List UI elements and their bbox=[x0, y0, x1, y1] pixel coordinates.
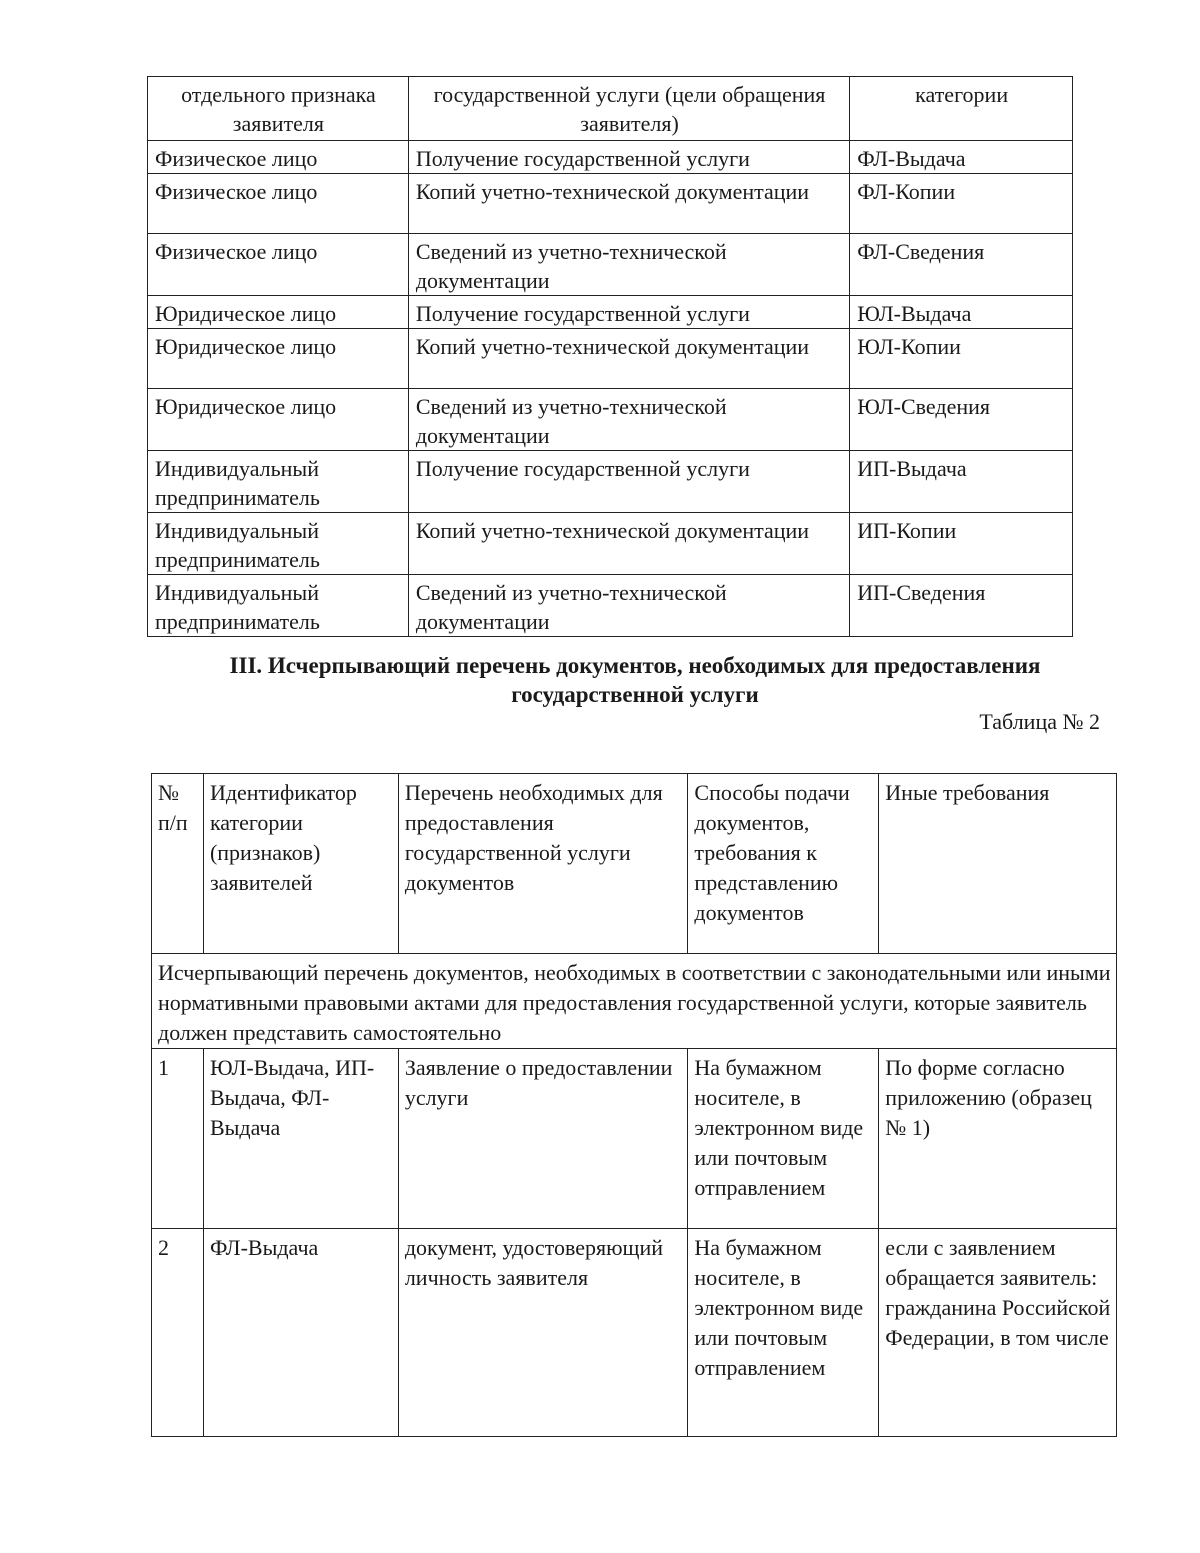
table-cell: Получение государственной услуги bbox=[408, 296, 849, 329]
table-row bbox=[148, 234, 1073, 296]
table-row bbox=[148, 174, 1073, 234]
table-cell: ИП-Выдача bbox=[850, 451, 1073, 513]
table-cell: Копий учетно-технической документации bbox=[408, 513, 849, 575]
table-cell: документ, удостоверяющий личность заявителя bbox=[398, 1229, 688, 1437]
table-caption: Таблица № 2 bbox=[979, 709, 1100, 734]
table-cell: ФЛ-Копии bbox=[850, 174, 1073, 234]
table-cell: Физическое лицо bbox=[148, 234, 409, 296]
header-cell: категории bbox=[850, 77, 1073, 141]
span-cell: Исчерпывающий перечень документов, необходимых в соответствии с законодательными или иными нормативными правовыми актами для предоставления государственной услуги, которые заявитель должен представить самостоятельно bbox=[152, 954, 1117, 1049]
required-documents-table bbox=[151, 773, 1117, 1437]
table-cell: ФЛ-Сведения bbox=[850, 234, 1073, 296]
table-cell: Копий учетно-технической документации bbox=[408, 329, 849, 389]
table-cell: Сведений из учетно-технической документации bbox=[408, 234, 849, 296]
table-cell: Юридическое лицо bbox=[148, 389, 409, 451]
table-cell: ИП-Копии bbox=[850, 513, 1073, 575]
table-cell: Получение государственной услуги bbox=[408, 141, 849, 174]
header-cell: государственной услуги (цели обращения заявителя) bbox=[408, 77, 849, 141]
applicant-categories-table bbox=[147, 76, 1073, 637]
table-cell: 1 bbox=[152, 1049, 204, 1229]
table-cell: ЮЛ-Копии bbox=[850, 329, 1073, 389]
table-cell: Физическое лицо bbox=[148, 141, 409, 174]
table-cell: ЮЛ-Выдача, ИП-Выдача, ФЛ-Выдача bbox=[203, 1049, 398, 1229]
table-cell: Индивидуальный предприниматель bbox=[148, 513, 409, 575]
table-cell: Индивидуальный предприниматель bbox=[148, 451, 409, 513]
table-cell: На бумажном носителе, в электронном виде или почтовым отправлением bbox=[688, 1049, 879, 1229]
table-cell: Индивидуальный предприниматель bbox=[148, 575, 409, 637]
table-cell: если с заявлением обращается заявитель: гражданина Российской Федерации, в том числе bbox=[879, 1229, 1117, 1437]
table-cell: Сведений из учетно-технической документации bbox=[408, 575, 849, 637]
table-row bbox=[148, 451, 1073, 513]
header-cell: Идентификатор категории (признаков) заявителей bbox=[203, 774, 398, 954]
header-cell: отдельного признака заявителя bbox=[148, 77, 409, 141]
table-row bbox=[148, 141, 1073, 174]
table-row bbox=[152, 1049, 1117, 1229]
table-cell: Юридическое лицо bbox=[148, 296, 409, 329]
header-cell: Перечень необходимых для предоставления государственной услуги документов bbox=[398, 774, 688, 954]
table-cell: Заявление о предоставлении услуги bbox=[398, 1049, 688, 1229]
table-cell: Сведений из учетно-технической документации bbox=[408, 389, 849, 451]
header-cell: Способы подачи документов, требования к представлению документов bbox=[688, 774, 879, 954]
table-cell: На бумажном носителе, в электронном виде или почтовым отправлением bbox=[688, 1229, 879, 1437]
table-cell: ФЛ-Выдача bbox=[850, 141, 1073, 174]
table-cell: Юридическое лицо bbox=[148, 329, 409, 389]
header-cell: Иные требования bbox=[879, 774, 1117, 954]
table-span-row bbox=[152, 954, 1117, 1049]
table-row bbox=[148, 296, 1073, 329]
table-cell: ЮЛ-Сведения bbox=[850, 389, 1073, 451]
table-row bbox=[148, 575, 1073, 637]
table-row bbox=[152, 1229, 1117, 1437]
section-heading: III. Исчерпывающий перечень документов, необходимых для предоставления государственной услуги bbox=[229, 653, 1041, 707]
table-cell: ФЛ-Выдача bbox=[203, 1229, 398, 1437]
table-cell: ЮЛ-Выдача bbox=[850, 296, 1073, 329]
table-header-row bbox=[152, 774, 1117, 954]
table-cell: ИП-Сведения bbox=[850, 575, 1073, 637]
table-header-row bbox=[148, 77, 1073, 141]
table-row bbox=[148, 513, 1073, 575]
table-cell: Физическое лицо bbox=[148, 174, 409, 234]
header-cell: № п/п bbox=[152, 774, 204, 954]
table-row bbox=[148, 329, 1073, 389]
table-cell: Копий учетно-технической документации bbox=[408, 174, 849, 234]
table-row bbox=[148, 389, 1073, 451]
table-cell: По форме согласно приложению (образец № 1) bbox=[879, 1049, 1117, 1229]
table-cell: Получение государственной услуги bbox=[408, 451, 849, 513]
table-cell: 2 bbox=[152, 1229, 204, 1437]
